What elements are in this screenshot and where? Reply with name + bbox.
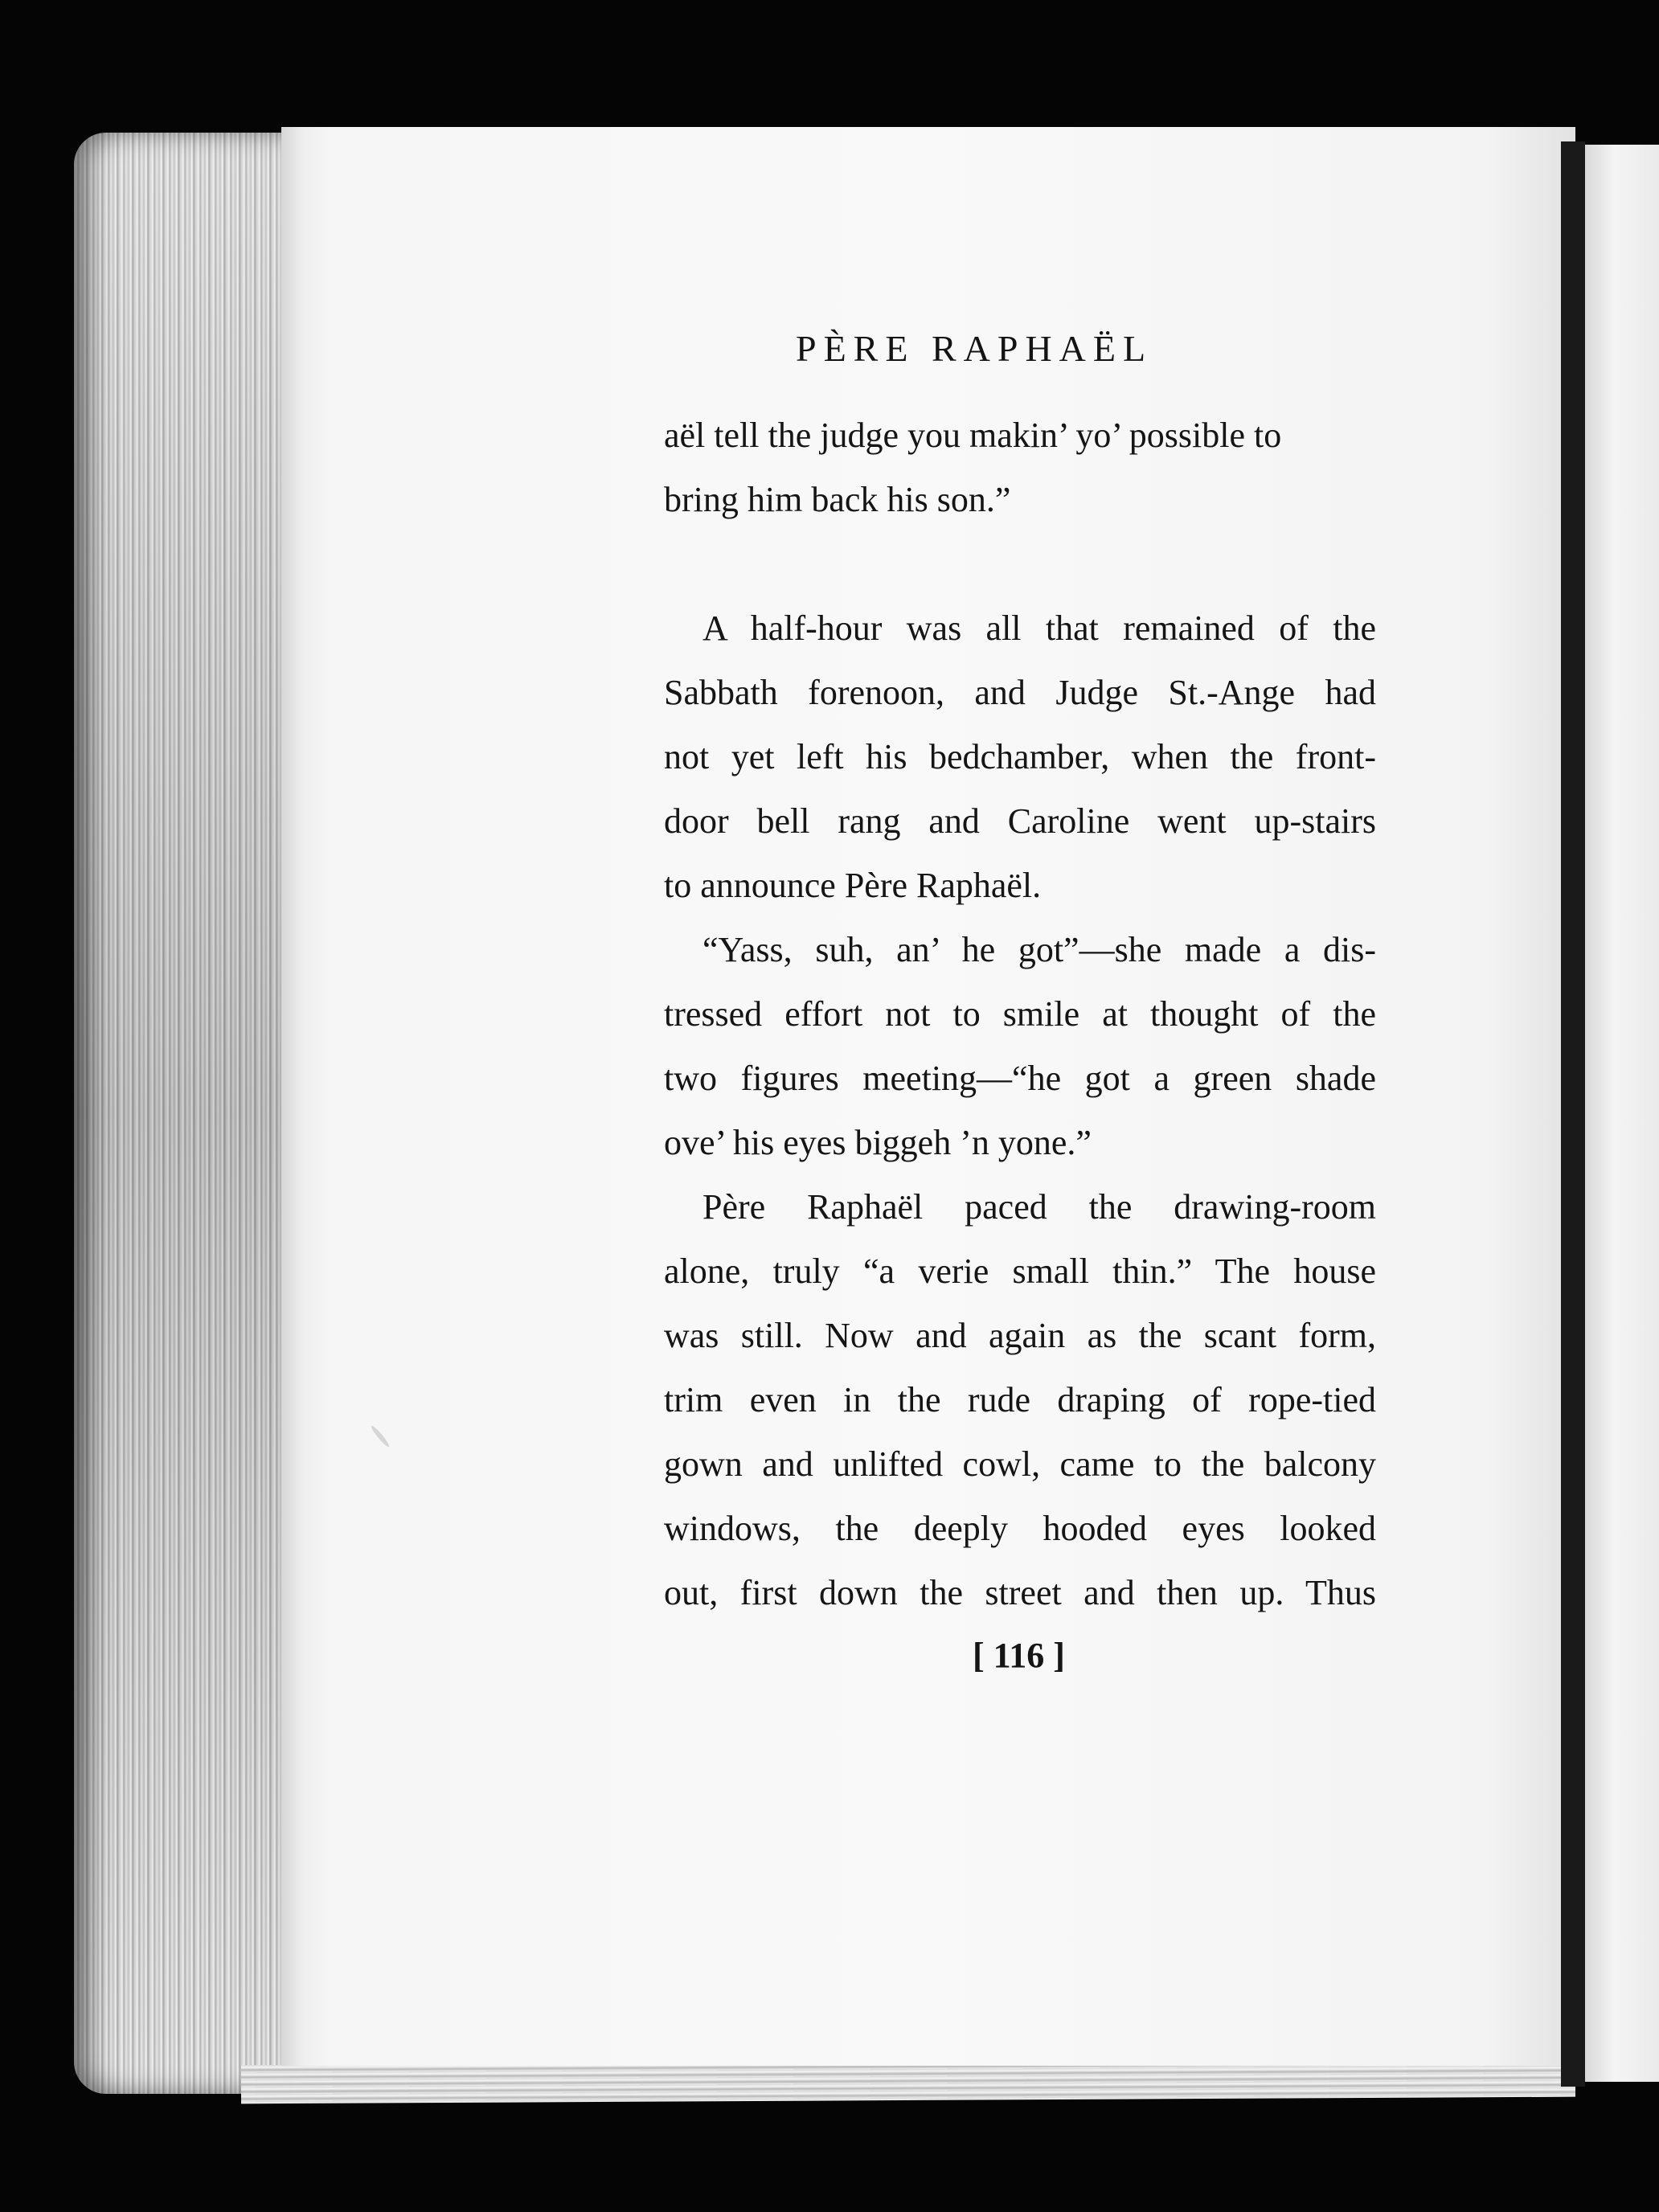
book-spine	[1561, 141, 1585, 2087]
text-line: trim even in the rude draping of rope-tied	[664, 1380, 1376, 1419]
text-line: Sabbath forenoon, and Judge St.-Ange had	[664, 673, 1376, 712]
text-line: windows, the deeply hooded eyes looked	[664, 1509, 1376, 1548]
running-head: PÈRE RAPHAËL	[796, 328, 1153, 369]
text-line: was still. Now and again as the scant form,	[664, 1316, 1376, 1355]
text-line: bring him back his son.”	[664, 480, 1011, 519]
text-line: aël tell the judge you makin’ yo’ possible to	[664, 416, 1282, 455]
text-line: to announce Père Raphaël.	[664, 866, 1042, 905]
text-line: out, first down the street and then up. Thus	[664, 1573, 1376, 1612]
book-page-edges	[74, 133, 291, 2094]
text-line: Père Raphaël paced the drawing-room	[703, 1187, 1376, 1227]
page-gutter-shadow	[281, 127, 304, 2066]
text-line: “Yass, suh, an’ he got”—she made a dis-	[703, 930, 1376, 969]
next-page-edge	[1585, 145, 1659, 2082]
text-line: tressed effort not to smile at thought of the	[664, 994, 1376, 1034]
text-line: gown and unlifted cowl, came to the balcony	[664, 1444, 1376, 1484]
text-line: alone, truly “a verie small thin.” The house	[664, 1251, 1376, 1291]
text-line: A half-hour was all that remained of the	[703, 608, 1376, 648]
text-line: ove’ his eyes biggeh ’n yone.”	[664, 1123, 1092, 1162]
text-line: not yet left his bedchamber, when the front-	[664, 737, 1376, 776]
text-line: door bell rang and Caroline went up-stairs	[664, 801, 1376, 841]
text-line: two figures meeting—“he got a green shade	[664, 1059, 1376, 1098]
page-number: [ 116 ]	[973, 1636, 1065, 1675]
